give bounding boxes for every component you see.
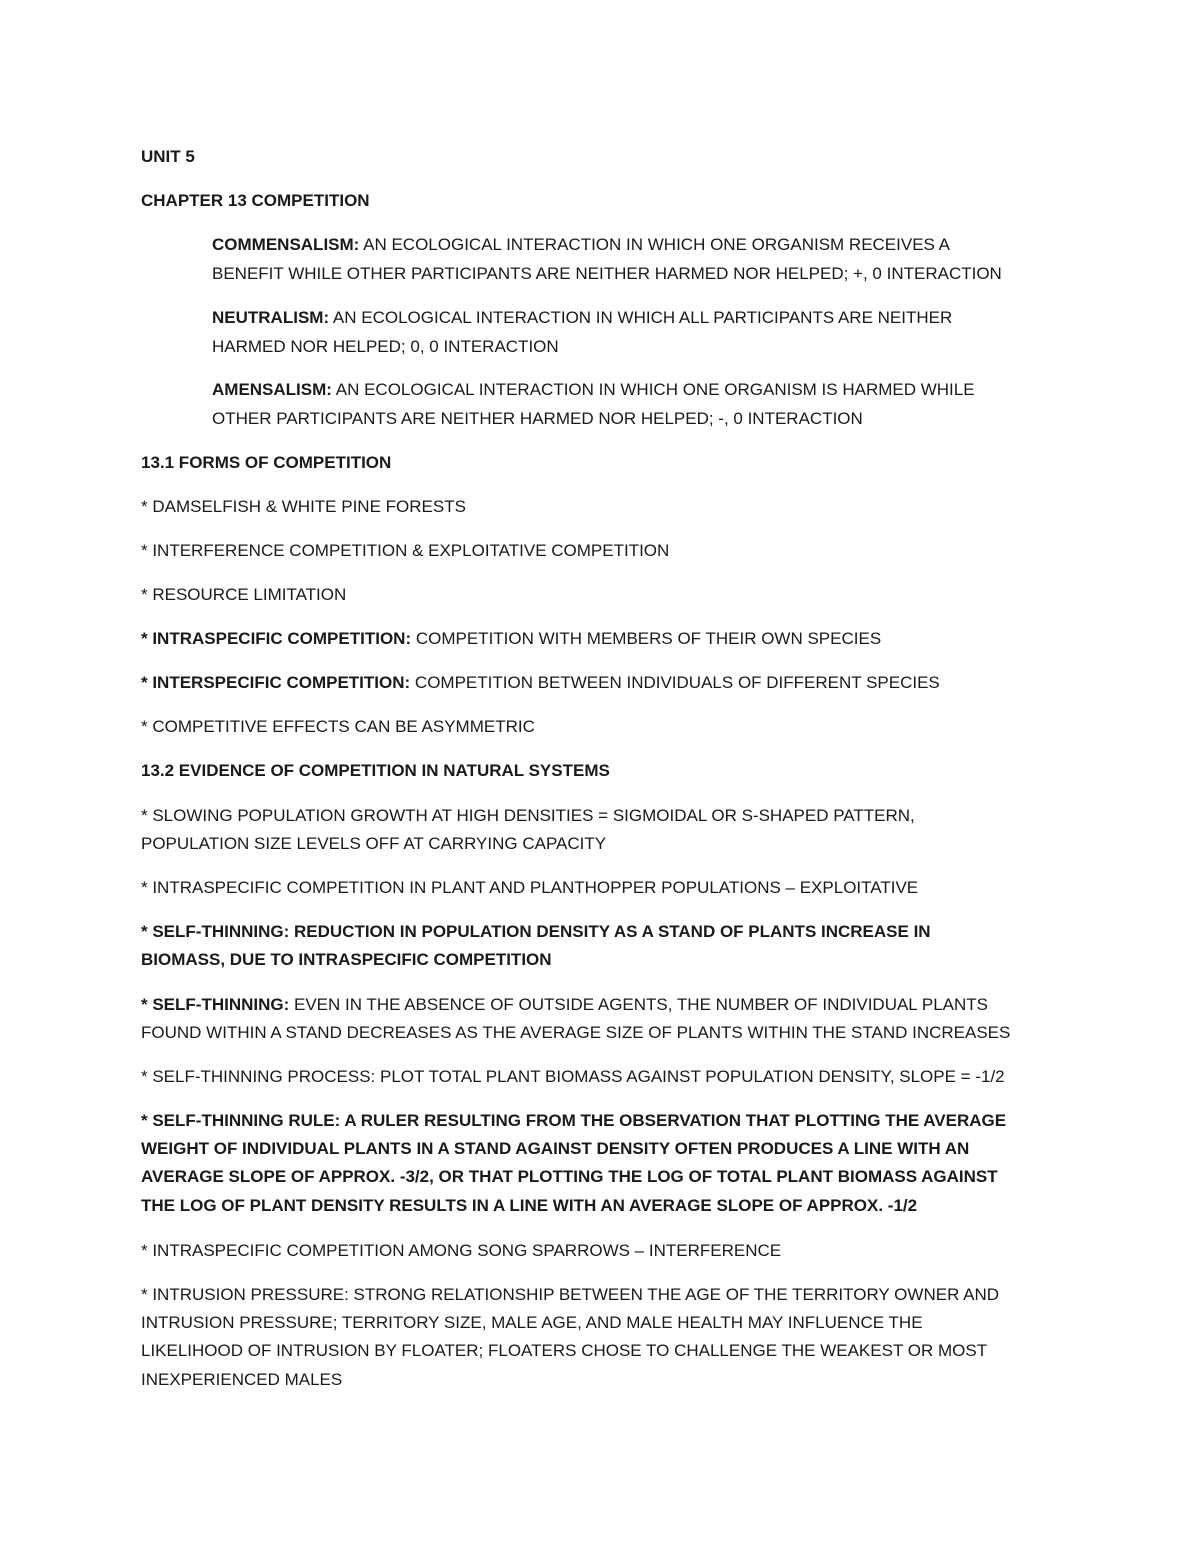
list-item: * INTERFERENCE COMPETITION & EXPLOITATIVE COMPETITION	[141, 541, 670, 560]
unit-title: UNIT 5	[141, 147, 195, 166]
definition-text: BENEFIT WHILE OTHER PARTICIPANTS ARE NEITHER HARMED NOR HELPED; +, 0 INTERACTION	[212, 264, 1002, 283]
term-intraspecific: * INTRASPECIFIC COMPETITION:	[141, 629, 412, 648]
definition-text: COMPETITION BETWEEN INDIVIDUALS OF DIFFERENT SPECIES	[410, 673, 940, 692]
list-item: * RESOURCE LIMITATION	[141, 585, 347, 604]
list-item: * SELF-THINNING RULE: A RULER RESULTING FROM THE OBSERVATION THAT PLOTTING THE AVERAGE	[141, 1111, 1007, 1130]
definition-text: HARMED NOR HELPED; 0, 0 INTERACTION	[212, 337, 559, 356]
definition-text: COMPETITION WITH MEMBERS OF THEIR OWN SPECIES	[411, 629, 882, 648]
section-heading: 13.1 FORMS OF COMPETITION	[141, 453, 392, 472]
list-item: * INTRASPECIFIC COMPETITION IN PLANT AND PLANTHOPPER POPULATIONS – EXPLOITATIVE	[141, 878, 919, 897]
list-item-continued: INTRUSION PRESSURE; TERRITORY SIZE, MALE AGE, AND MALE HEALTH MAY INFLUENCE THE	[141, 1313, 923, 1332]
term-self-thinning: * SELF-THINNING:	[141, 995, 290, 1014]
list-item	[141, 995, 988, 1015]
list-item: * COMPETITIVE EFFECTS CAN BE ASYMMETRIC	[141, 717, 535, 736]
list-item	[141, 673, 940, 693]
definition-text: OTHER PARTICIPANTS ARE NEITHER HARMED NOR HELPED; -, 0 INTERACTION	[212, 409, 863, 428]
list-item: * SLOWING POPULATION GROWTH AT HIGH DENSITIES = SIGMOIDAL OR S-SHAPED PATTERN,	[141, 806, 915, 825]
chapter-title: CHAPTER 13 COMPETITION	[141, 191, 370, 210]
definition-amensalism	[212, 380, 975, 400]
definition-text: AN ECOLOGICAL INTERACTION IN WHICH ONE ORGANISM IS HARMED WHILE	[331, 380, 975, 399]
list-item-continued: INEXPERIENCED MALES	[141, 1370, 343, 1389]
term-amensalism: AMENSALISM:	[212, 380, 332, 399]
section-heading: 13.2 EVIDENCE OF COMPETITION IN NATURAL SYSTEMS	[141, 761, 610, 780]
term-neutralism: NEUTRALISM:	[212, 308, 330, 327]
list-item: * SELF-THINNING: REDUCTION IN POPULATION DENSITY AS A STAND OF PLANTS INCREASE IN	[141, 922, 931, 941]
list-item: * INTRUSION PRESSURE: STRONG RELATIONSHIP BETWEEN THE AGE OF THE TERRITORY OWNER AND	[141, 1285, 1000, 1304]
list-item: * SELF-THINNING PROCESS: PLOT TOTAL PLANT BIOMASS AGAINST POPULATION DENSITY, SLOPE = -1/2	[141, 1067, 1005, 1086]
list-item-continued: LIKELIHOOD OF INTRUSION BY FLOATER; FLOATERS CHOSE TO CHALLENGE THE WEAKEST OR MOST	[141, 1341, 988, 1360]
list-item-continued: THE LOG OF PLANT DENSITY RESULTS IN A LINE WITH AN AVERAGE SLOPE OF APPROX. -1/2	[141, 1196, 918, 1215]
definition-text: AN ECOLOGICAL INTERACTION IN WHICH ONE ORGANISM RECEIVES A	[359, 235, 951, 254]
list-item-continued: AVERAGE SLOPE OF APPROX. -3/2, OR THAT PLOTTING THE LOG OF TOTAL PLANT BIOMASS AGAINST	[141, 1167, 998, 1186]
list-item-continued: BIOMASS, DUE TO INTRASPECIFIC COMPETITION	[141, 950, 552, 969]
list-item-continued: WEIGHT OF INDIVIDUAL PLANTS IN A STAND AGAINST DENSITY OFTEN PRODUCES A LINE WITH AN	[141, 1139, 970, 1158]
term-interspecific: * INTERSPECIFIC COMPETITION:	[141, 673, 411, 692]
list-item-continued: FOUND WITHIN A STAND DECREASES AS THE AVERAGE SIZE OF PLANTS WITHIN THE STAND INCREASES	[141, 1023, 1011, 1042]
definition-text: AN ECOLOGICAL INTERACTION IN WHICH ALL PARTICIPANTS ARE NEITHER	[329, 308, 953, 327]
list-item: * INTRASPECIFIC COMPETITION AMONG SONG SPARROWS – INTERFERENCE	[141, 1241, 782, 1260]
list-item-continued: POPULATION SIZE LEVELS OFF AT CARRYING CAPACITY	[141, 834, 607, 853]
term-commensalism: COMMENSALISM:	[212, 235, 360, 254]
definition-neutralism	[212, 308, 952, 328]
definition-commensalism	[212, 235, 950, 255]
list-item: * DAMSELFISH & WHITE PINE FORESTS	[141, 497, 466, 516]
list-item	[141, 629, 881, 649]
definition-text: EVEN IN THE ABSENCE OF OUTSIDE AGENTS, THE NUMBER OF INDIVIDUAL PLANTS	[289, 995, 988, 1014]
